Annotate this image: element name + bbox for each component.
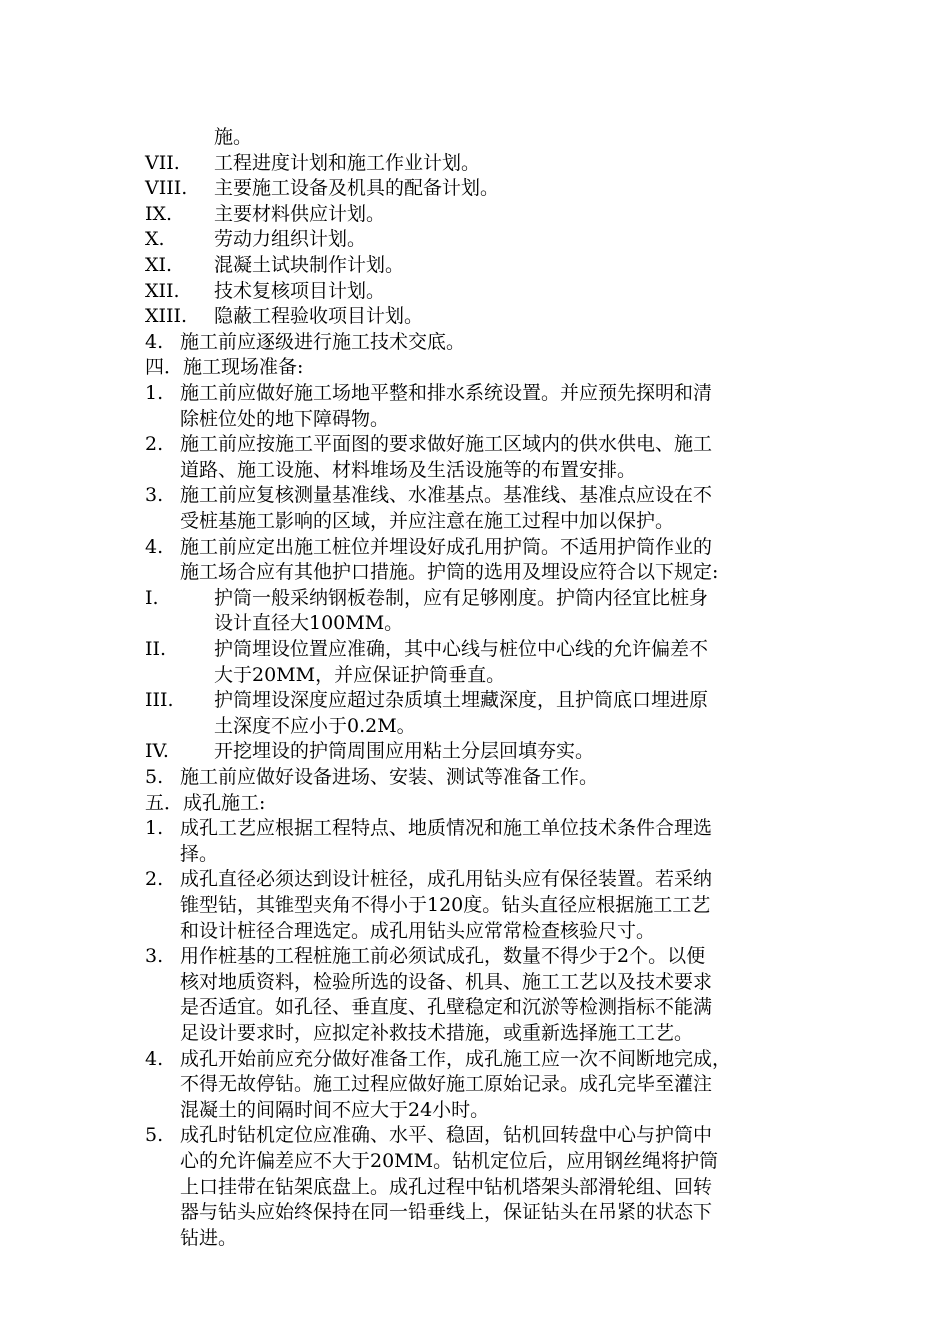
line-text: 技术复核项目计划。 [214, 279, 386, 302]
list-marker: 2. [145, 433, 164, 456]
list-marker: 3. [145, 484, 164, 507]
line-text: 主要施工设备及机具的配备计划。 [214, 177, 500, 200]
list-marker: 1. [145, 817, 164, 840]
line-text: 混凝土试块制作计划。 [214, 254, 405, 276]
line-text: 工程进度计划和施工作业计划。 [214, 151, 481, 174]
line-text: 护筒埋设位置应准确，其中心线与桩位中心线的允许偏差不 [214, 638, 709, 660]
line-text: 择。 [180, 842, 219, 865]
line-text: 施工前应做好施工场地平整和排水系统设置。并应预先探明和清 [180, 382, 713, 404]
list-marker: 4. [145, 1047, 164, 1070]
list-marker: 5. [145, 1124, 164, 1147]
list-marker: VIII. [145, 177, 188, 200]
line-text: 施工前应复核测量基准线、水准基点。基准线、基准点应设在不 [180, 484, 713, 507]
line-text: 护筒埋设深度应超过杂质填土埋藏深度，且护筒底口埋进原 [214, 689, 709, 712]
list-marker: IV. [145, 740, 169, 763]
line-text: 施工前应做好设备进场、安装、测试等准备工作。 [180, 766, 599, 788]
line-text: 土深度不应小于0.2M。 [214, 714, 416, 737]
list-marker: IX. [145, 202, 173, 225]
list-marker: III. [145, 689, 174, 712]
line-text: 施工场合应有其他护口措施。护筒的选用及埋设应符合以下规定: [180, 561, 719, 584]
list-marker: X. [145, 228, 165, 251]
line-text: 钻进。 [180, 1226, 238, 1249]
list-marker: 2. [145, 868, 164, 891]
list-marker: 5. [145, 766, 164, 788]
line-text: 和设计桩径合理选定。成孔用钻头应常常检查核验尺寸。 [180, 919, 656, 942]
line-text: 成孔时钻机定位应准确、水平、稳固，钻机回转盘中心与护筒中 [180, 1124, 713, 1147]
list-marker: 4. [145, 535, 164, 558]
list-marker: 1. [145, 382, 164, 404]
line-text: 受桩基施工影响的区域，并应注意在施工过程中加以保护。 [180, 510, 675, 532]
line-text: 成孔直径必须达到设计桩径，成孔用钻头应有保径装置。若采纳 [180, 868, 713, 891]
line-text: 大于20MM，并应保证护筒垂直。 [214, 663, 506, 686]
list-marker: XII. [145, 279, 180, 302]
list-marker: I. [145, 586, 159, 609]
line-text: 劳动力组织计划。 [214, 228, 367, 251]
list-marker: XIII. [145, 305, 188, 328]
line-text: 施工前应按施工平面图的要求做好施工区域内的供水供电、施工 [180, 433, 713, 456]
line-text: 施。 [214, 126, 253, 148]
line-text: 足设计要求时，应拟定补救技术措施，或重新选择施工工艺。 [180, 1022, 694, 1044]
line-text: 五．成孔施工: [145, 791, 266, 814]
list-marker: XI. [145, 254, 173, 276]
line-text: 核对地质资料，检验所选的设备、机具、施工工艺以及技术要求 [180, 970, 713, 993]
line-text: 设计直径大100MM。 [214, 612, 404, 635]
line-text: 上口挂带在钻架底盘上。成孔过程中钻机塔架头部滑轮组、回转 [180, 1175, 713, 1198]
line-text: 成孔工艺应根据工程特点、地质情况和施工单位技术条件合理选 [180, 817, 713, 840]
list-marker: II. [145, 638, 167, 660]
line-text: 主要材料供应计划。 [214, 202, 386, 225]
line-text: 施工前应定出施工桩位并埋设好成孔用护筒。不适用护筒作业的 [180, 535, 713, 558]
list-marker: 4. [145, 330, 164, 353]
line-text: 施工前应逐级进行施工技术交底。 [180, 330, 466, 353]
line-text: 隐蔽工程验收项目计划。 [214, 305, 424, 328]
line-text: 四．施工现场准备: [145, 356, 304, 379]
line-text: 不得无故停钻。施工过程应做好施工原始记录。成孔完毕至灌注 [180, 1073, 713, 1096]
line-text: 是否适宜。如孔径、垂直度、孔壁稳定和沉淤等检测指标不能满 [180, 996, 713, 1019]
line-text: 成孔开始前应充分做好准备工作，成孔施工应一次不间断地完成， [180, 1047, 732, 1070]
line-text: 用作桩基的工程桩施工前必须试成孔，数量不得少于2个。以便 [180, 945, 706, 968]
line-text: 心的允许偏差应不大于20MM。钻机定位后，应用钢丝绳将护筒 [180, 1150, 719, 1172]
line-text: 开挖埋设的护筒周围应用粘土分层回填夯实。 [214, 740, 595, 763]
line-text: 锥型钻，其锥型夹角不得小于120度。钻头直径应根据施工工艺 [180, 894, 711, 916]
line-text: 护筒一般采纳钢板卷制，应有足够刚度。护筒内径宜比桩身 [214, 586, 709, 609]
line-text: 除桩位处的地下障碍物。 [180, 407, 390, 430]
line-text: 混凝土的间隔时间不应大于24小时。 [180, 1098, 490, 1121]
line-text: 道路、施工设施、材料堆场及生活设施等的布置安排。 [180, 458, 637, 481]
list-marker: 3. [145, 945, 164, 968]
line-text: 器与钻头应始终保持在同一铅垂线上，保证钻头在吊紧的状态下 [180, 1201, 713, 1224]
list-marker: VII. [145, 151, 180, 174]
